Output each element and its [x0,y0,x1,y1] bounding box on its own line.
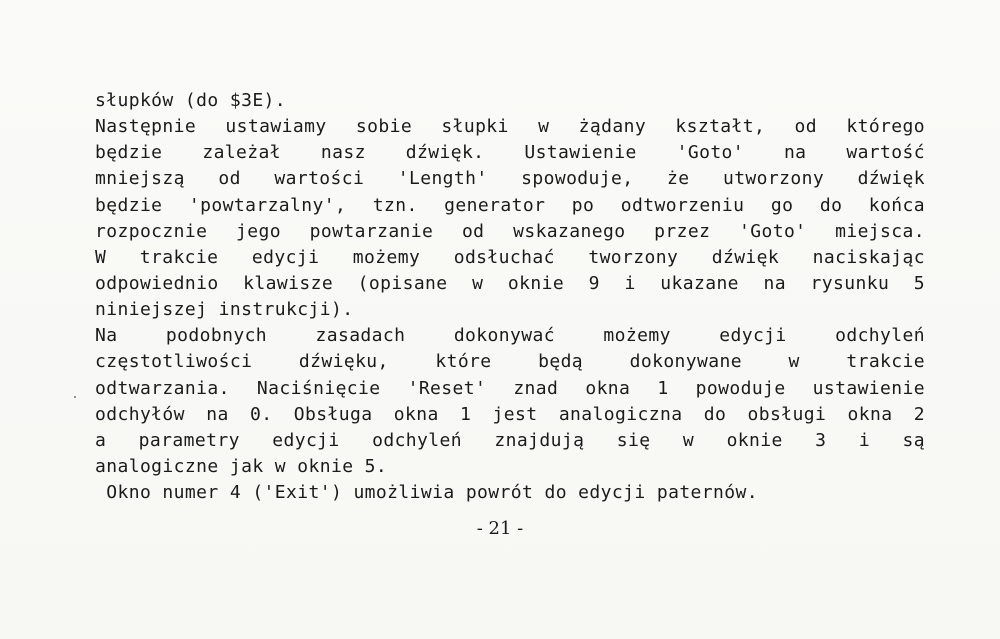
page-number: - 21 - [476,518,524,539]
text-line: odpowiednio klawisze (opisane w oknie 9 i ukazane na rysunku 5 [95,272,925,294]
text-line: Na podobnych zasadach dokonywać możemy edycji odchyleń [95,325,925,347]
text-line: słupków (do $3E). [95,90,287,111]
scan-speck [74,396,76,398]
text-line: będzie zależał nasz dźwięk. Ustawienie 'Goto' na wartość [95,142,925,164]
text-line: mniejszą od wartości 'Length' spowoduje, że utworzony dźwięk [95,168,925,190]
text-line: rozpocznie jego powtarzanie od wskazanego przez 'Goto' miejsca. [95,220,925,242]
text-line: częstotliwości dźwięku, które będą dokonywane w trakcie [95,351,925,373]
text-line: Następnie ustawiamy sobie słupki w żądany kształt, od którego [95,116,925,138]
text-line: niniejszej instrukcji). [95,299,354,321]
text-line: będzie 'powtarzalny', tzn. generator po odtworzeniu go do końca [95,194,925,216]
text-line: odtwarzania. Naciśnięcie 'Reset' znad okna 1 powoduje ustawienie [95,377,925,399]
document-body [95,88,925,506]
text-line: a parametry edycji odchyleń znajdują się w oknie 3 i są [95,429,925,451]
text-line: W trakcie edycji możemy odsłuchać tworzony dźwięk naciskając [95,246,925,268]
text-line: Okno numer 4 ('Exit') umożliwia powrót do edycji paternów. [95,482,758,504]
text-line: analogiczne jak w oknie 5. [95,455,388,477]
text-line: odchyłów na 0. Obsługa okna 1 jest analogiczna do obsługi okna 2 [95,403,925,425]
